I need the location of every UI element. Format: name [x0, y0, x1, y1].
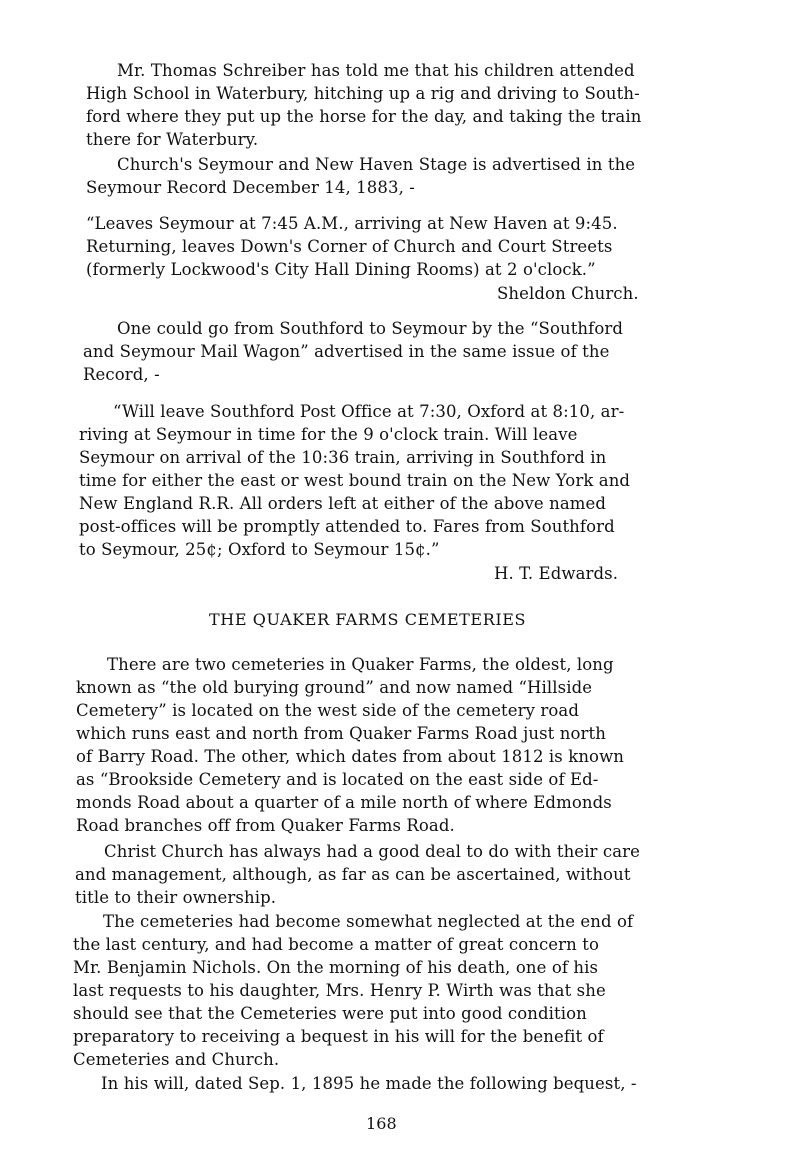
quote-line: Seymour on arrival of the 10:36 train, arriving in Southford in — [79, 448, 607, 467]
section-heading: THE QUAKER FARMS CEMETERIES — [209, 610, 527, 629]
text-line: title to their ownership. — [75, 888, 277, 907]
text-line: there for Waterbury. — [86, 130, 259, 149]
quote-line: time for either the east or west bound train on the New York and — [79, 471, 631, 490]
quote-line: post-offices will be promptly attended to. Fares from Southford — [79, 517, 615, 536]
quote-line: (formerly Lockwood's City Hall Dining Rooms) at 2 o'clock.” — [86, 260, 596, 279]
text-line: and Seymour Mail Wagon” advertised in the same issue of the — [83, 342, 610, 361]
quote-line: “Leaves Seymour at 7:45 A.M., arriving at New Haven at 9:45. — [86, 214, 618, 233]
text-line: of Barry Road. The other, which dates from about 1812 is known — [76, 747, 625, 766]
text-line: which runs east and north from Quaker Farms Road just north — [76, 724, 606, 743]
quote-line: “Will leave Southford Post Office at 7:30, Oxford at 8:10, ar- — [113, 402, 625, 421]
text-line: Cemeteries and Church. — [73, 1050, 280, 1069]
text-line: last requests to his daughter, Mrs. Henry P. Wirth was that she — [73, 981, 606, 1000]
quote-line: riving at Seymour in time for the 9 o'clock train. Will leave — [79, 425, 578, 444]
page-number: 168 — [366, 1114, 397, 1133]
text-line: Christ Church has always had a good deal to do with their care — [104, 842, 641, 861]
text-line: In his will, dated Sep. 1, 1895 he made the following bequest, - — [101, 1074, 637, 1093]
text-line: The cemeteries had become somewhat neglected at the end of — [103, 912, 634, 931]
text-line: known as “the old burying ground” and now named “Hillside — [76, 678, 593, 697]
text-line: High School in Waterbury, hitching up a rig and driving to South- — [86, 84, 640, 103]
text-line: Mr. Thomas Schreiber has told me that his children attended — [117, 61, 635, 80]
text-line: the last century, and had become a matter of great concern to — [73, 935, 599, 954]
text-line: preparatory to receiving a bequest in his will for the benefit of — [73, 1027, 604, 1046]
text-line: Cemetery” is located on the west side of the cemetery road — [76, 701, 580, 720]
text-line: ford where they put up the horse for the day, and taking the train — [86, 107, 642, 126]
text-line: One could go from Southford to Seymour by the “Southford — [117, 319, 624, 338]
text-line: Seymour Record December 14, 1883, - — [86, 178, 415, 197]
text-line: monds Road about a quarter of a mile north of where Edmonds — [76, 793, 612, 812]
text-line: Record, - — [83, 365, 160, 384]
quote-attribution: H. T. Edwards. — [494, 564, 619, 583]
text-line: Road branches off from Quaker Farms Road. — [76, 816, 455, 835]
quote-attribution: Sheldon Church. — [497, 284, 639, 303]
text-line: Mr. Benjamin Nichols. On the morning of his death, one of his — [73, 958, 599, 977]
quote-line: Returning, leaves Down's Corner of Church and Court Streets — [86, 237, 613, 256]
text-line: and management, although, as far as can be ascertained, without — [75, 865, 631, 884]
text-line: Church's Seymour and New Haven Stage is advertised in the — [117, 155, 636, 174]
quote-line: to Seymour, 25¢; Oxford to Seymour 15¢.” — [79, 540, 440, 559]
text-line: as “Brookside Cemetery and is located on the east side of Ed- — [76, 770, 599, 789]
quote-line: New England R.R. All orders left at either of the above named — [79, 494, 607, 513]
text-line: should see that the Cemeteries were put into good condition — [73, 1004, 587, 1023]
text-line: There are two cemeteries in Quaker Farms, the oldest, long — [107, 655, 614, 674]
